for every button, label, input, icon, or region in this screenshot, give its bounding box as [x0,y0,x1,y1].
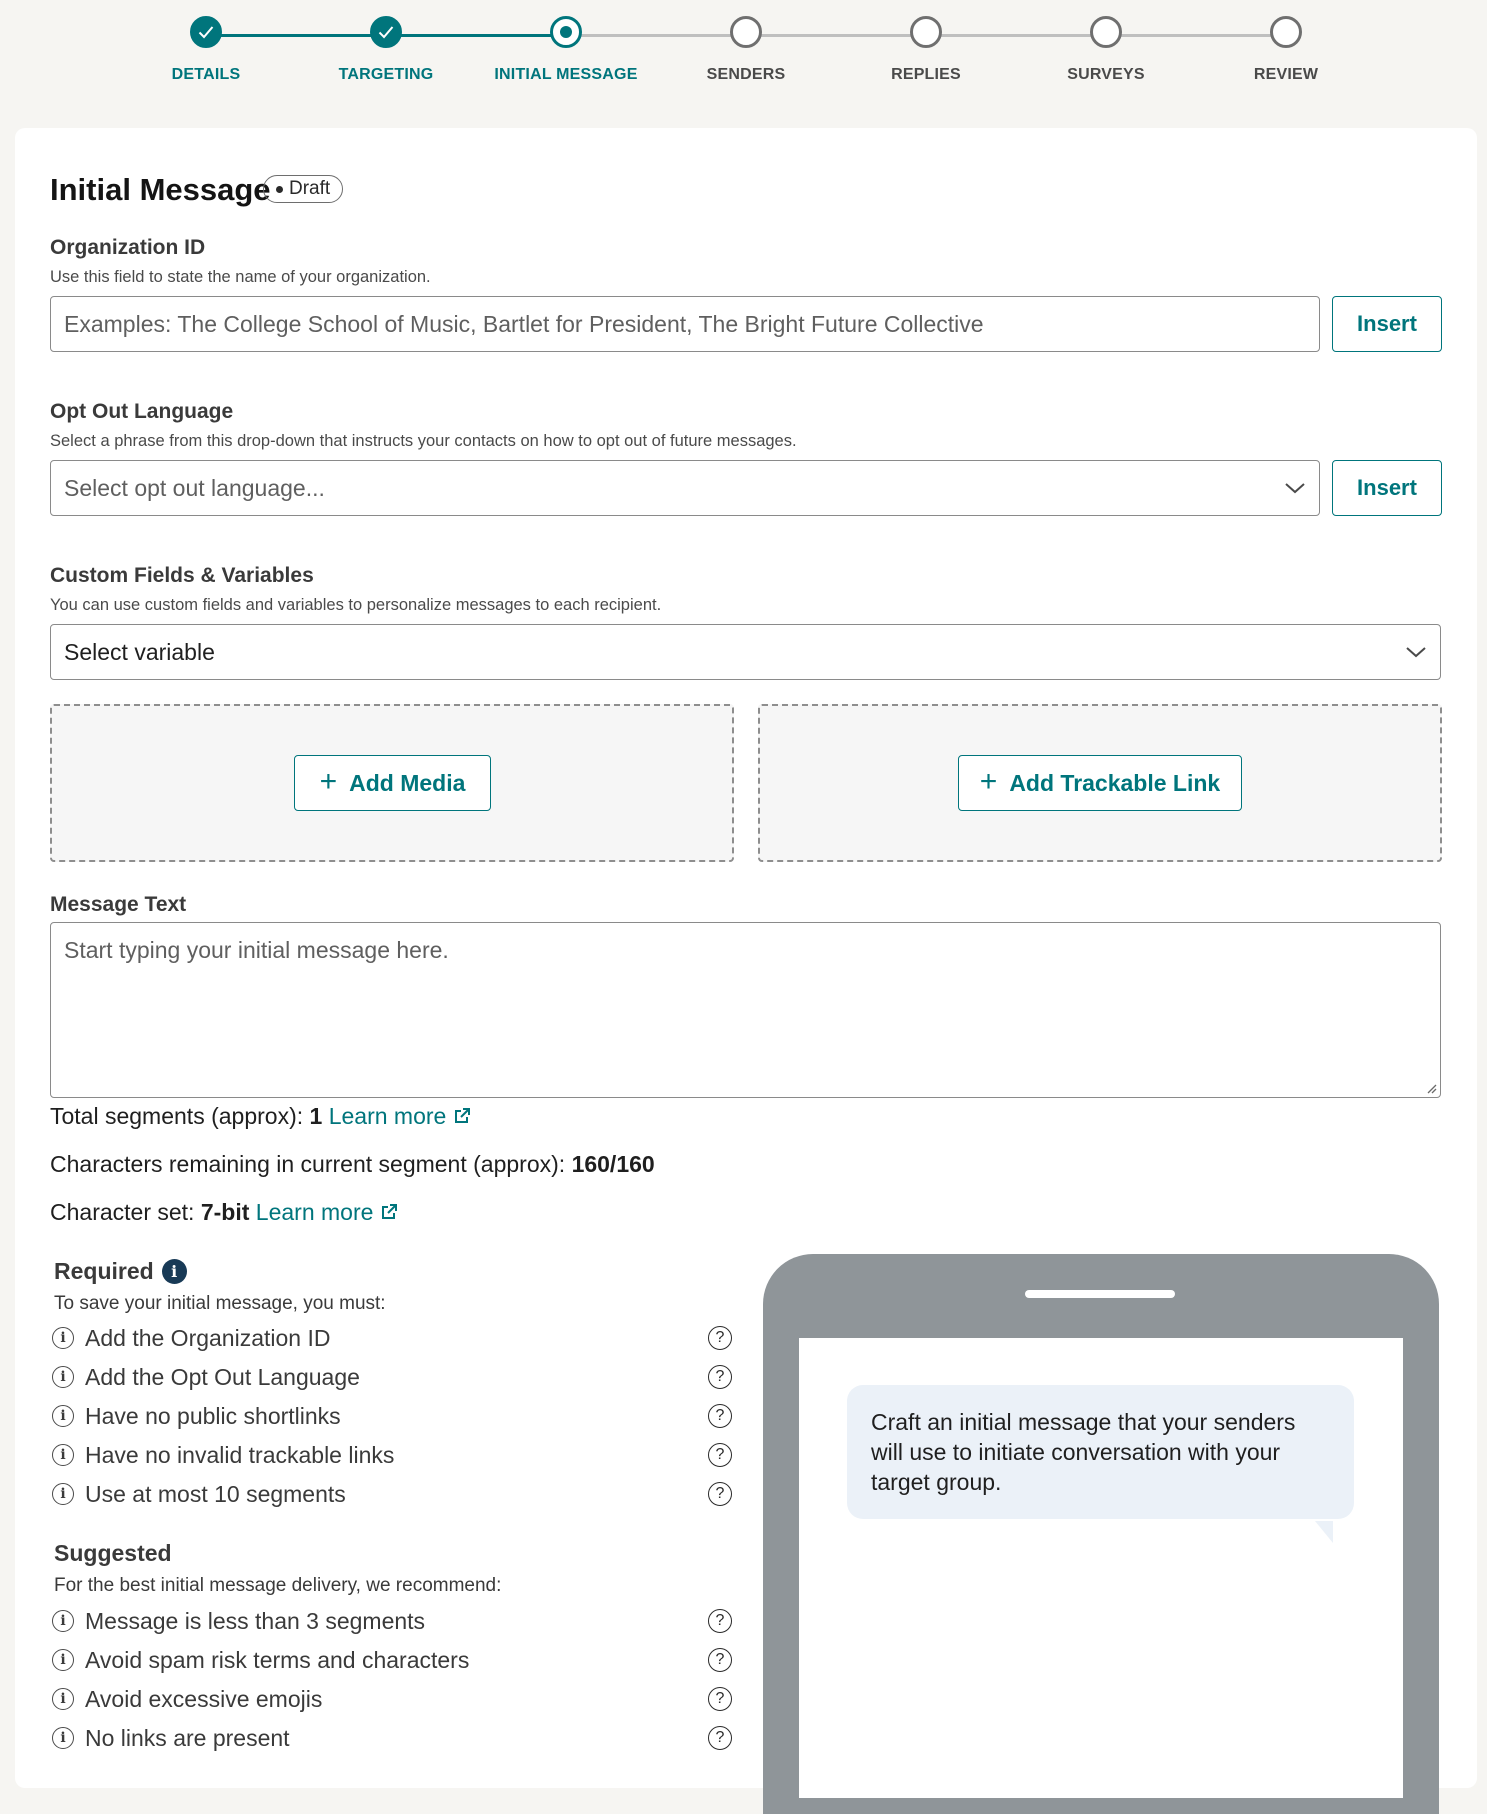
help-question-icon[interactable]: ? [708,1326,732,1350]
opt-out-placeholder: Select opt out language... [64,474,325,501]
info-icon[interactable]: i [162,1259,187,1284]
phone-speaker [1025,1290,1175,1298]
opt-out-label: Opt Out Language [50,400,234,423]
info-circle-icon: i [52,1366,74,1388]
opt-out-help: Select a phrase from this drop-down that instructs your contacts on how to opt out of future messages. [50,432,797,450]
charset-label: Character set: [50,1199,195,1225]
pending-step-icon [1270,16,1302,48]
pending-step-icon [910,16,942,48]
step-label: TARGETING [338,66,434,83]
suggestion-text: Avoid excessive emojis [85,1685,323,1712]
message-text-label: Message Text [50,893,187,916]
status-badge [263,175,343,203]
requirement-text: Have no invalid trackable links [85,1441,395,1468]
info-circle-icon: i [52,1727,74,1749]
add-link-label: Add Trackable Link [1009,769,1221,796]
help-question-icon[interactable]: ? [708,1609,732,1633]
charset-learn-more-link[interactable] [256,1199,400,1225]
step-targeting[interactable] [286,16,486,84]
help-question-icon[interactable]: ? [708,1482,732,1506]
step-label: REVIEW [1253,66,1319,83]
chars-label: Characters remaining in current segment (approx): [50,1151,566,1177]
chevron-down-icon [1284,481,1306,495]
step-label: SENDERS [706,66,786,83]
add-media-button[interactable] [294,755,491,811]
step-senders[interactable] [646,16,846,84]
charset-stat [50,1199,399,1226]
help-question-icon[interactable]: ? [708,1365,732,1389]
add-trackable-link-button[interactable] [958,755,1242,811]
message-placeholder: Start typing your initial message here. [64,937,449,963]
help-question-icon[interactable]: ? [708,1726,732,1750]
info-circle-icon: i [52,1483,74,1505]
opt-out-insert-button[interactable]: Insert [1332,460,1442,516]
org-id-insert-button[interactable]: Insert [1332,296,1442,352]
step-label: REPLIES [891,66,961,83]
suggestion-text: No links are present [85,1724,290,1751]
step-review[interactable] [1186,16,1386,84]
requirement-item [52,1478,732,1510]
suggestion-item [52,1644,732,1676]
required-heading [54,1258,187,1285]
info-circle-icon: i [52,1610,74,1632]
pending-step-icon [1090,16,1122,48]
charset-value: 7-bit [200,1199,250,1225]
segments-value: 1 [309,1103,323,1129]
custom-fields-help: You can use custom fields and variables to personalize messages to each recipient. [50,596,662,614]
requirement-item [52,1322,732,1354]
plus-icon: + [319,764,338,798]
step-replies[interactable] [826,16,1026,84]
segments-label: Total segments (approx): [50,1103,304,1129]
chars-value: 160/160 [571,1151,655,1177]
requirement-text: Add the Organization ID [85,1324,331,1351]
bubble-tail [1315,1521,1333,1543]
page-title: Initial Message [50,172,271,207]
info-circle-icon: i [52,1444,74,1466]
external-link-icon [379,1202,399,1222]
org-id-placeholder: Examples: The College School of Music, Bartlet for President, The Bright Future Collective [64,310,984,337]
segments-stat [50,1103,472,1130]
requirement-item [52,1361,732,1393]
requirement-item [52,1400,732,1432]
step-initial-message[interactable] [466,16,666,84]
requirement-item [52,1439,732,1471]
suggested-heading: Suggested [54,1540,172,1566]
suggestion-item [52,1605,732,1637]
progress-stepper [0,0,1487,110]
suggestion-text: Message is less than 3 segments [85,1607,426,1634]
info-circle-icon: i [52,1405,74,1427]
help-question-icon[interactable]: ? [708,1648,732,1672]
org-id-input[interactable] [50,296,1320,352]
suggestion-item [52,1722,732,1754]
step-surveys[interactable] [1006,16,1206,84]
status-dot-icon [276,186,283,193]
chars-remaining-stat [50,1151,655,1178]
required-title: Required [54,1258,154,1284]
current-step-icon [550,16,582,48]
learn-more-text: Learn more [328,1103,447,1129]
variable-select-value: Select variable [64,638,215,665]
status-badge-label: Draft [289,178,331,199]
required-subtitle: To save your initial message, you must: [54,1293,386,1314]
variable-select[interactable] [50,624,1441,680]
message-preview-bubble: Craft an initial message that your senders will use to initiate conversation with your target group. [847,1385,1354,1519]
step-details[interactable] [106,16,306,84]
help-question-icon[interactable]: ? [708,1443,732,1467]
requirement-text: Have no public shortlinks [85,1402,341,1429]
requirement-text: Use at most 10 segments [85,1480,346,1507]
plus-icon: + [979,764,998,798]
segments-learn-more-link[interactable] [329,1103,473,1129]
help-question-icon[interactable]: ? [708,1687,732,1711]
custom-fields-label: Custom Fields & Variables [50,564,314,587]
suggested-subtitle: For the best initial message delivery, we recommend: [54,1575,502,1596]
suggestion-item [52,1683,732,1715]
resize-handle-icon[interactable] [1425,1082,1437,1094]
help-question-icon[interactable]: ? [708,1404,732,1428]
requirement-text: Add the Opt Out Language [85,1363,360,1390]
pending-step-icon [730,16,762,48]
check-icon [370,16,402,48]
info-circle-icon: i [52,1688,74,1710]
learn-more-text: Learn more [255,1199,374,1225]
external-link-icon [452,1106,472,1126]
message-textarea[interactable] [50,922,1441,1098]
info-circle-icon: i [52,1327,74,1349]
opt-out-select[interactable] [50,460,1320,516]
step-label: DETAILS [171,66,241,83]
add-media-label: Add Media [349,769,466,796]
org-id-label: Organization ID [50,236,206,259]
step-label: SURVEYS [1067,66,1145,83]
chevron-down-icon [1405,645,1427,659]
check-icon [190,16,222,48]
step-label: INITIAL MESSAGE [494,66,638,83]
info-circle-icon: i [52,1649,74,1671]
suggestion-text: Avoid spam risk terms and characters [85,1646,470,1673]
org-id-help: Use this field to state the name of your organization. [50,268,431,286]
